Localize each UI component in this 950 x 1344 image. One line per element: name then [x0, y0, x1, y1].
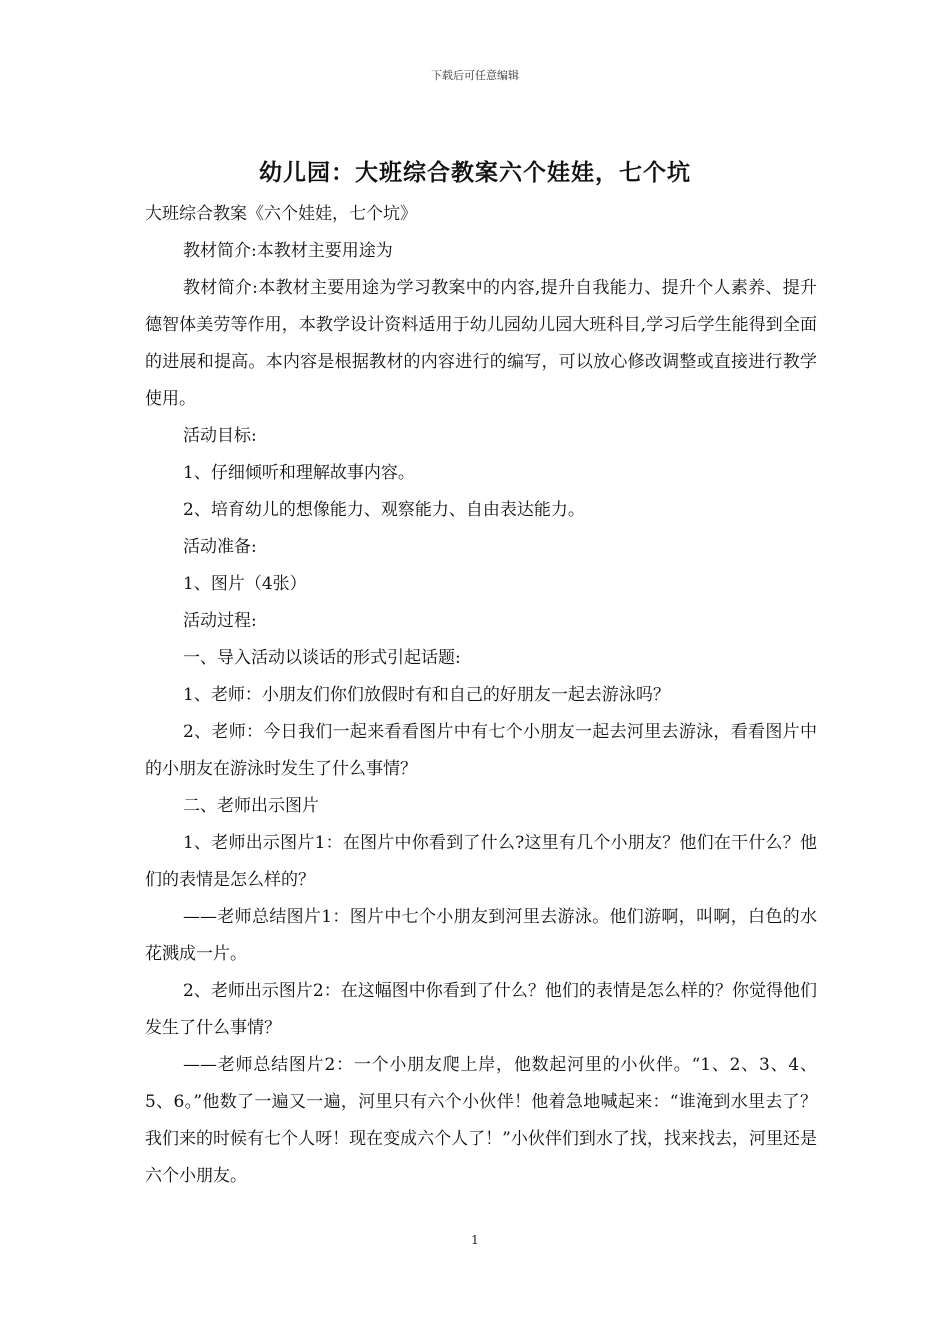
paragraph-section-1-item-1: 1、老师：小朋友们你们放假时有和自己的好朋友一起去游泳吗？	[183, 685, 670, 705]
paragraph-intro-short: 教材简介:本教材主要用途为	[183, 241, 393, 261]
paragraph-goal-2: 2、培育幼儿的想像能力、观察能力、自由表达能力。	[183, 500, 585, 520]
paragraph-section-1: 一、导入活动以谈话的形式引起话题:	[183, 648, 461, 668]
document-body	[145, 196, 817, 1195]
paragraph-picture-1-summary: ——老师总结图片1：图片中七个小朋友到河里去游泳。他们游啊，叫啊，白色的水花溅成一片。	[145, 907, 817, 964]
paragraph-picture-2: 2、老师出示图片2：在这幅图中你看到了什么？他们的表情是怎么样的？你觉得他们发生了什么事情？	[145, 981, 817, 1038]
document-title: 幼儿园：大班综合教案六个娃娃，七个坑	[259, 160, 691, 186]
header-note: 下载后可任意编辑	[431, 69, 519, 82]
paragraph-intro-full: 教材简介:本教材主要用途为学习教案中的内容,提升自我能力、提升个人素养、提升德智体美劳等作用，本教学设计资料适用于幼儿园幼儿园大班科目,学习后学生能得到全面的进展和提高。本内容是根据教材的内容进行的编写，可以放心修改调整或直接进行教学使用。	[145, 278, 817, 409]
paragraph-prep-heading: 活动准备:	[183, 537, 257, 557]
paragraph-subtitle: 大班综合教案《六个娃娃，七个坑》	[145, 204, 417, 224]
paragraph-picture-1: 1、老师出示图片1：在图片中你看到了什么?这里有几个小朋友？他们在干什么？他们的表情是怎么样的？	[145, 833, 817, 890]
paragraph-prep-1: 1、图片（4张）	[183, 574, 307, 594]
paragraph-picture-2-summary: ——老师总结图片2：一个小朋友爬上岸，他数起河里的小伙伴。“1、2、3、4、5、6。”他数了一遍又一遍，河里只有六个小伙伴！他着急地喊起来：“谁淹到水里去了？我们来的时候有七个人呀！现在变成六个人了！”小伙伴们到水了找，找来找去，河里还是六个小朋友。	[145, 1055, 817, 1186]
paragraph-section-2: 二、老师出示图片	[183, 796, 319, 816]
paragraph-section-1-item-2: 2、老师：今日我们一起来看看图片中有七个小朋友一起去河里去游泳，看看图片中的小朋友在游泳时发生了什么事情？	[145, 722, 817, 779]
paragraph-goal-1: 1、仔细倾听和理解故事内容。	[183, 463, 415, 483]
page-number: 1	[471, 1233, 479, 1247]
paragraph-process-heading: 活动过程:	[183, 611, 257, 631]
paragraph-goals-heading: 活动目标:	[183, 426, 257, 446]
